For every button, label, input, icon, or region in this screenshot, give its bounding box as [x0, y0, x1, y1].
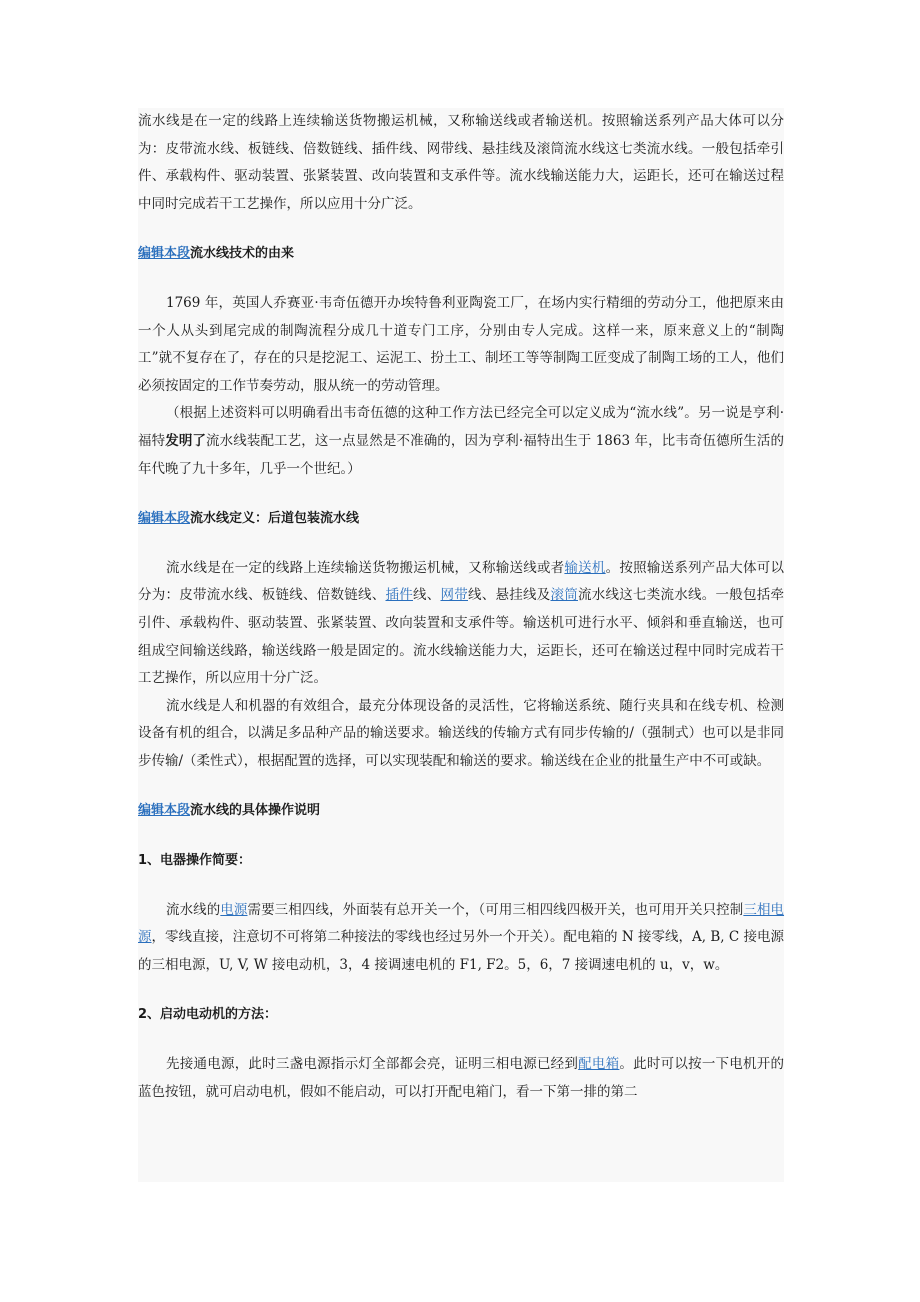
spacer	[138, 875, 784, 897]
origin-paragraph-1: 1769 年，英国人乔赛亚·韦奇伍德开办埃特鲁利亚陶瓷工厂，在场内实行精细的劳动分工，他把原来由一个人从头到尾完成的制陶流程分成几十道专门工序，分别由专人完成。这样一来，原来意义上的“制陶工”就不复存在了，存在的只是挖泥工、运泥工、扮土工、制坯工等等制陶工匠变成了制陶工场的工人，他们必须按固定的工作节奏劳动，服从统一的劳动管理。	[138, 294, 784, 394]
spacer	[138, 483, 784, 505]
edit-section-link[interactable]: 编辑本段	[138, 803, 191, 819]
section-heading-definition	[138, 505, 784, 533]
link-distribution-box[interactable]: 配电箱	[578, 1056, 620, 1073]
section-heading-operation	[138, 797, 784, 825]
spacer	[138, 268, 784, 290]
intro-paragraph: 流水线是在一定的线路上连续输送货物搬运机械，又称输送线或者输送机。按照输送系列产品大体可以分为：皮带流水线、板链线、倍数链线、插件线、网带线、悬挂线及滚筒流水线这七类流水线。一般包括牵引件、承载构件、驱动装置、张紧装置、改向装置和支承件等。流水线输送能力大，运距长，还可在输送过程中同时完成若干工艺操作，所以应用十分广泛。	[138, 113, 784, 212]
origin-paragraph-2: （根据上述资料可以明确看出韦奇伍德的这种工作方法已经完全可以定义成为“流水线”。另一说是亨利·福特发明了流水线装配工艺，这一点显然是不准确的，因为亨利·福特出生于 1863 年，比韦奇伍德所生活的年代晚了九十多年，几乎一个世纪。）	[138, 405, 785, 477]
link-mesh-belt[interactable]: 网带	[440, 587, 468, 604]
spacer	[138, 218, 784, 240]
edit-section-link[interactable]: 编辑本段	[138, 511, 191, 527]
link-three-phase-power[interactable]: 三相电源	[138, 901, 785, 946]
electrical-paragraph: 流水线的电源需要三相四线，外面装有总开关一个，（可用三相四线四极开关，也可用开关只控制三相电源，零线直接，注意切不可将第二种接法的零线也经过另外一个开关）。配电箱的 N 接零线，A, B, C 接电源的三相电源，U, V, W 接电动机，3，4 接调速电机的 F1, F2。5，6，7 接调速电机的 u，v，w。	[138, 901, 785, 973]
section-title: 流水线技术的由来	[190, 246, 295, 262]
link-conveyor[interactable]: 输送机	[564, 559, 606, 576]
spacer	[138, 979, 784, 1001]
section-title: 流水线定义：后道包装流水线	[190, 511, 360, 527]
subheading-start-motor: 2、启动电动机的方法：	[138, 1007, 278, 1023]
section-heading-origin	[138, 240, 784, 268]
spacer	[138, 533, 784, 555]
definition-paragraph-1: 流水线是在一定的线路上连续输送货物搬运机械，又称输送线或者输送机。按照输送系列产品大体可以分为：皮带流水线、板链线、倍数链线、插件线、网带线、悬挂线及滚筒流水线这七类流水线。一般包括牵引件、承载构件、驱动装置、张紧装置、改向装置和支承件等。输送机可进行水平、倾斜和垂直输送，也可组成空间输送线路，输送线路一般是固定的。流水线输送能力大，运距长，还可在输送过程中同时完成若干工艺操作，所以应用十分广泛。	[138, 559, 785, 687]
spacer	[138, 1029, 784, 1051]
link-roller[interactable]: 滚筒	[550, 587, 578, 604]
definition-paragraph-2: 流水线是人和机器的有效组合，最充分体现设备的灵活性，它将输送系统、随行夹具和在线专机、检测设备有机的组合，以满足多品种产品的输送要求。输送线的传输方式有同步传输的/（强制式）也可以是非同步传输/（柔性式），根据配置的选择，可以实现装配和输送的要求。输送线在企业的批量生产中不可或缺。	[138, 697, 784, 769]
link-power-supply[interactable]: 电源	[220, 901, 248, 918]
spacer	[138, 775, 784, 797]
start-motor-paragraph: 先接通电源，此时三盏电源指示灯全部都会亮，证明三相电源已经到配电箱。此时可以按一下电机开的蓝色按钮，就可启动电机，假如不能启动，可以打开配电箱门，看一下第一排的第二	[138, 1056, 785, 1100]
document-page	[138, 108, 784, 1182]
link-plugin[interactable]: 插件	[385, 587, 413, 604]
section-title: 流水线的具体操作说明	[190, 803, 321, 819]
spacer	[138, 825, 784, 847]
subheading-electrical: 1、电器操作简要：	[138, 853, 252, 869]
edit-section-link[interactable]: 编辑本段	[138, 246, 191, 262]
